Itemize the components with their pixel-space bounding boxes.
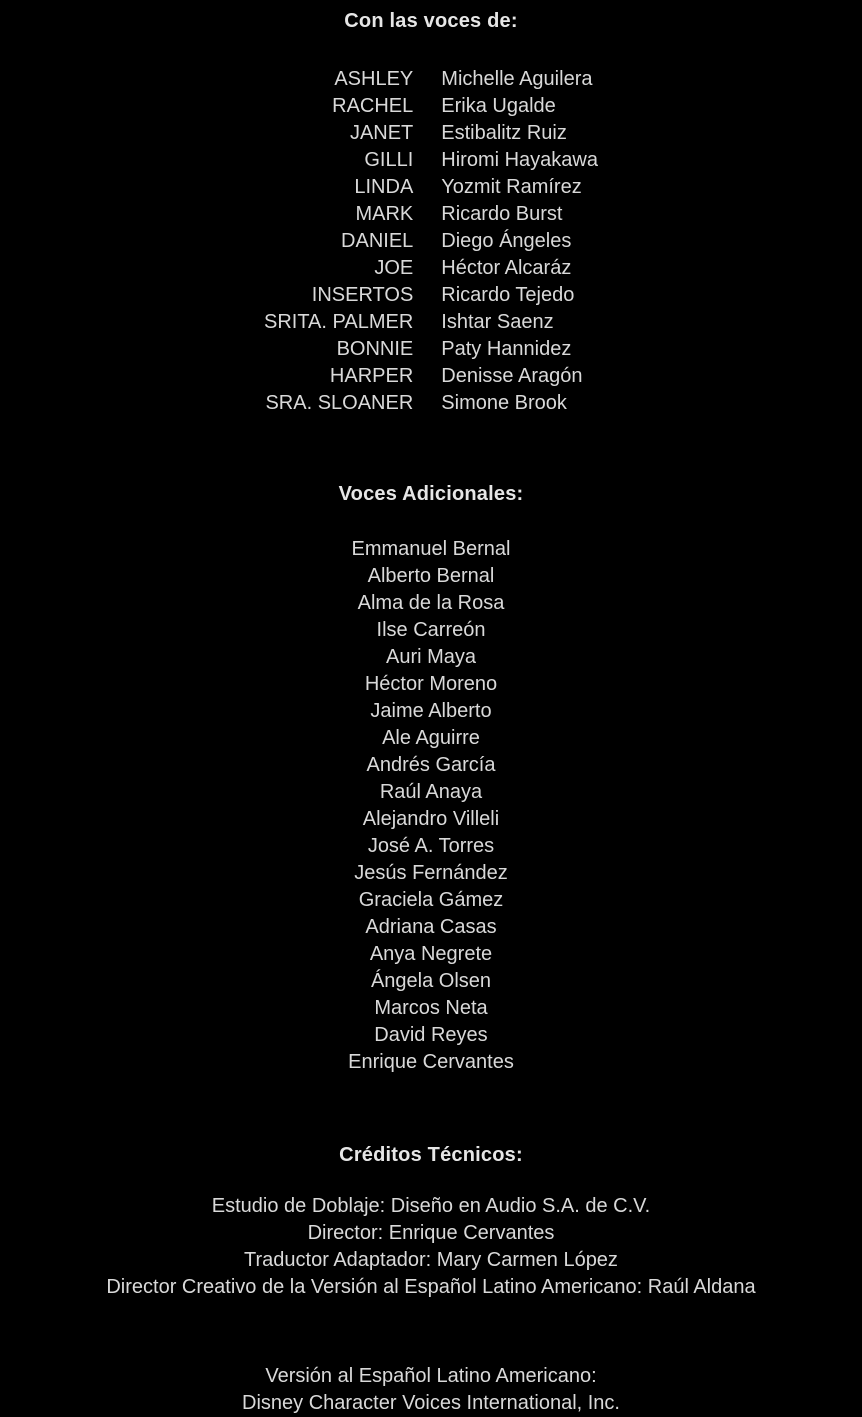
- table-row: [264, 174, 598, 201]
- cast-table: [264, 66, 598, 417]
- cast-role: GILLI: [364, 149, 414, 171]
- list-item: Versión al Español Latino Americano:: [265, 1365, 597, 1387]
- cast-actor: Yozmit Ramírez: [441, 176, 582, 198]
- list-item: Disney Character Voices International, Inc.: [242, 1392, 620, 1414]
- list-item: Ale Aguirre: [382, 727, 480, 749]
- voices-heading: Con las voces de:: [344, 10, 518, 32]
- cast-actor: Paty Hannidez: [441, 338, 572, 360]
- list-item: Anya Negrete: [369, 943, 493, 965]
- list-item: Raúl Anaya: [379, 781, 483, 803]
- list-item: Jesús Fernández: [354, 862, 508, 884]
- cast-actor: Simone Brook: [441, 392, 567, 414]
- list-item: Jaime Alberto: [370, 700, 492, 722]
- cast-actor: Héctor Alcaráz: [441, 257, 572, 279]
- cast-actor: Estibalitz Ruiz: [441, 122, 567, 144]
- table-row: [264, 228, 598, 255]
- list-item: José A. Torres: [367, 835, 495, 857]
- list-item: Alberto Bernal: [367, 565, 495, 587]
- additional-voices-list: [0, 536, 862, 1076]
- table-row: [264, 309, 598, 336]
- cast-role: HARPER: [329, 365, 414, 387]
- cast-role: JANET: [349, 122, 414, 144]
- table-row: [264, 120, 598, 147]
- distribution-credit: [0, 1363, 862, 1417]
- cast-role: BONNIE: [336, 338, 414, 360]
- table-row: [264, 390, 598, 417]
- list-item: Alejandro Villeli: [362, 808, 500, 830]
- list-item: Director Creativo de la Versión al Español Latino Americano: Raúl Aldana: [106, 1276, 756, 1298]
- cast-table-body: [264, 66, 598, 417]
- table-row: [264, 201, 598, 228]
- list-item: David Reyes: [374, 1024, 488, 1046]
- cast-actor: Denisse Aragón: [441, 365, 583, 387]
- cast-actor: Ishtar Saenz: [441, 311, 554, 333]
- list-item: Traductor Adaptador: Mary Carmen López: [244, 1249, 618, 1271]
- cast-role: MARK: [355, 203, 414, 225]
- cast-role: ASHLEY: [334, 68, 414, 90]
- list-item: Ángela Olsen: [370, 970, 492, 992]
- cast-actor: Hiromi Hayakawa: [441, 149, 598, 171]
- list-item: Marcos Neta: [374, 997, 488, 1019]
- list-item: Enrique Cervantes: [348, 1051, 514, 1073]
- cast-role: DANIEL: [341, 230, 414, 252]
- list-item: Emmanuel Bernal: [351, 538, 511, 560]
- table-row: [264, 363, 598, 390]
- cast-role: SRITA. PALMER: [263, 311, 414, 333]
- list-item: Andrés García: [366, 754, 496, 776]
- list-item: Adriana Casas: [365, 916, 497, 938]
- table-row: [264, 336, 598, 363]
- cast-role: SRA. SLOANER: [265, 392, 414, 414]
- cast-role: JOE: [374, 257, 414, 279]
- cast-actor: Michelle Aguilera: [441, 68, 593, 90]
- cast-role: RACHEL: [332, 95, 414, 117]
- list-item: Alma de la Rosa: [357, 592, 505, 614]
- table-row: [264, 255, 598, 282]
- additional-voices-heading: Voces Adicionales:: [338, 483, 524, 505]
- list-item: Ilse Carreón: [376, 619, 486, 641]
- table-row: [264, 147, 598, 174]
- technical-credits-list: [0, 1193, 862, 1301]
- cast-role: INSERTOS: [311, 284, 414, 306]
- technical-credits-heading: Créditos Técnicos:: [339, 1144, 523, 1166]
- table-row: [264, 66, 598, 93]
- list-item: Director: Enrique Cervantes: [307, 1222, 555, 1244]
- list-item: Auri Maya: [385, 646, 477, 668]
- cast-actor: Diego Ángeles: [441, 230, 572, 252]
- table-row: [264, 282, 598, 309]
- list-item: Graciela Gámez: [358, 889, 504, 911]
- table-row: [264, 93, 598, 120]
- list-item: Estudio de Doblaje: Diseño en Audio S.A. de C.V.: [211, 1195, 651, 1217]
- cast-actor: Ricardo Tejedo: [441, 284, 575, 306]
- cast-role: LINDA: [354, 176, 414, 198]
- list-item: Héctor Moreno: [364, 673, 498, 695]
- cast-actor: Ricardo Burst: [441, 203, 563, 225]
- cast-actor: Erika Ugalde: [441, 95, 556, 117]
